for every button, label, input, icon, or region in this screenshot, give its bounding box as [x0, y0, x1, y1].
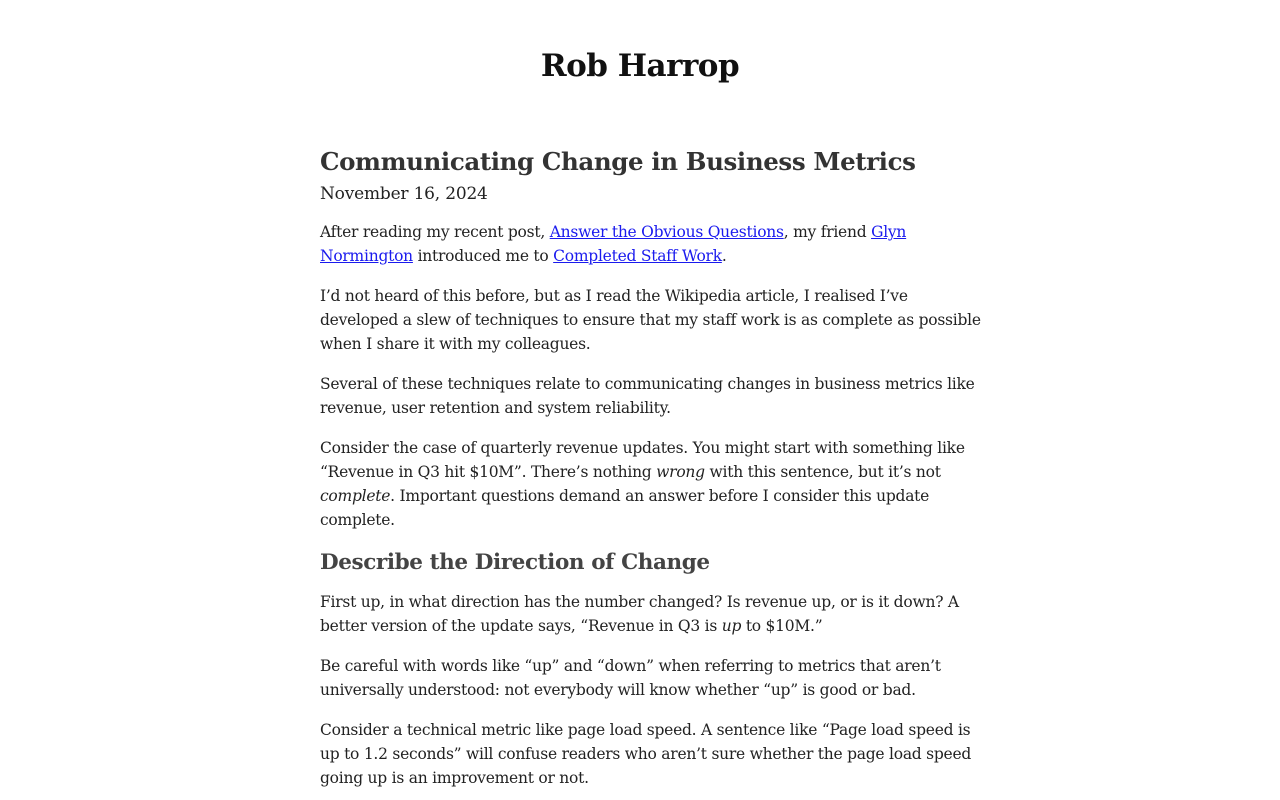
paragraph-line: Consider the case of quarterly revenue updates. You might start with something like	[320, 439, 965, 457]
post-date: November 16, 2024	[320, 184, 488, 204]
paragraph-line	[320, 614, 960, 638]
paragraph-text: with this sentence, but it’s not	[704, 463, 941, 481]
paragraph-line	[320, 244, 960, 268]
paragraph-text: introduced me to	[412, 247, 554, 265]
emphasis-wrong: wrong	[656, 463, 705, 481]
paragraph-line	[320, 220, 960, 244]
paragraph-line: universally understood: not everybody will know whether “up” is good or bad.	[320, 681, 916, 699]
paragraph-line: I’d not heard of this before, but as I read the Wikipedia article, I realised I’ve	[320, 287, 908, 305]
paragraph-text: After reading my recent post,	[320, 223, 550, 241]
link-glyn-normington-part2[interactable]: Normington	[320, 247, 413, 265]
paragraph-line: developed a slew of techniques to ensure that my staff work is as complete as possible	[320, 311, 981, 329]
paragraph-line	[320, 460, 960, 484]
link-glyn-normington-part1[interactable]: Glyn	[871, 223, 907, 241]
paragraph-line: Consider a technical metric like page load speed. A sentence like “Page load speed is	[320, 721, 971, 739]
emphasis-up: up	[721, 617, 742, 635]
paragraph-page-load	[320, 718, 972, 790]
paragraph-intro	[320, 220, 960, 268]
paragraph-text: , my friend	[783, 223, 872, 241]
site-title[interactable]: Rob Harrop	[540, 48, 740, 84]
link-completed-staff-work[interactable]: Completed Staff Work	[553, 247, 722, 265]
paragraph-line: when I share it with my colleagues.	[320, 335, 591, 353]
post-body	[320, 220, 981, 790]
article	[320, 144, 981, 790]
paragraph-line: complete.	[320, 511, 395, 529]
paragraph-techniques	[320, 372, 975, 420]
paragraph-text: . Important questions demand an answer before I consider this update	[390, 487, 930, 505]
paragraph-careful-words	[320, 654, 960, 702]
paragraph-text: .	[721, 247, 727, 265]
paragraph-line: Several of these techniques relate to communicating changes in business metrics like	[320, 375, 975, 393]
post-title: Communicating Change in Business Metrics	[320, 147, 916, 176]
site-header	[0, 0, 1280, 112]
link-answer-obvious-questions[interactable]: Answer the Obvious Questions	[549, 223, 784, 241]
paragraph-line	[320, 484, 960, 508]
paragraph-line: up to 1.2 seconds” will confuse readers who aren’t sure whether the page load speed	[320, 745, 972, 763]
paragraph-line: First up, in what direction has the number changed? Is revenue up, or is it down? A	[320, 593, 959, 611]
paragraph-line: Be careful with words like “up” and “down” when referring to metrics that aren’t	[320, 657, 941, 675]
paragraph-text: to $10M.”	[741, 617, 823, 635]
paragraph-text: “Revenue in Q3 hit $10M”. There’s nothing	[320, 463, 657, 481]
section-heading-direction: Describe the Direction of Change	[320, 550, 710, 575]
paragraph-line: going up is an improvement or not.	[320, 769, 589, 787]
paragraph-line: revenue, user retention and system reliability.	[320, 399, 671, 417]
paragraph-direction	[320, 590, 960, 638]
paragraph-text: better version of the update says, “Revenue in Q3 is	[320, 617, 722, 635]
paragraph-wikipedia	[320, 284, 981, 356]
emphasis-complete: complete	[320, 487, 391, 505]
paragraph-quarterly-revenue	[320, 436, 965, 532]
